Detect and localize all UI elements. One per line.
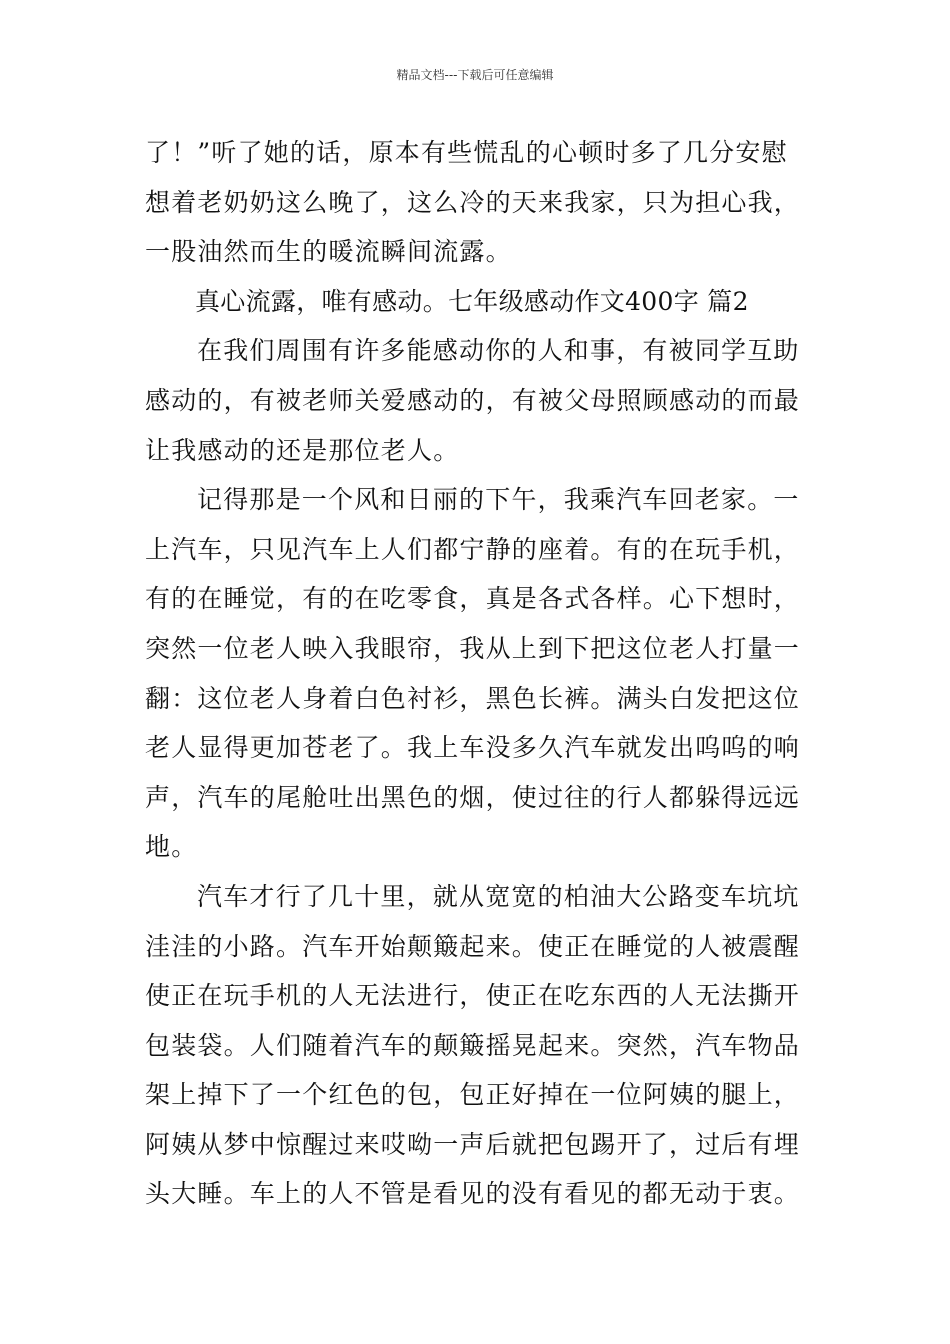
text-line: 记得那是一个风和日丽的下午，我乘汽车回老家。一 bbox=[197, 485, 800, 515]
text-line: 感动的，有被老师关爱感动的，有被父母照顾感动的而最 bbox=[145, 385, 801, 415]
text-line: 突然一位老人映入我眼帘，我从上到下把这位老人打量一 bbox=[145, 633, 801, 663]
text-line: 使正在玩手机的人无法进行，使正在吃东西的人无法撕开 bbox=[145, 981, 801, 1011]
document-body bbox=[145, 128, 810, 1219]
text-line: 老人显得更加苍老了。我上车没多久汽车就发出呜呜的响 bbox=[145, 733, 801, 763]
text-line: 翻：这位老人身着白色衬衫，黑色长裤。满头白发把这位 bbox=[145, 683, 801, 713]
text-line: 上汽车，只见汽车上人们都宁静的座着。有的在玩手机， bbox=[145, 534, 801, 564]
text-line: 头大睡。车上的人不管是看见的没有看见的都无动于衷。 bbox=[145, 1179, 801, 1209]
text-line: 想着老奶奶这么晚了，这么冷的天来我家，只为担心我， bbox=[145, 187, 801, 217]
text-line: 声，汽车的尾舱吐出黑色的烟，使过往的行人都躲得远远 bbox=[145, 782, 801, 812]
text-line: 一股油然而生的暖流瞬间流露。 bbox=[145, 237, 512, 267]
text-line: 包装袋。人们随着汽车的颠簸摇晃起来。突然，汽车物品 bbox=[145, 1030, 801, 1060]
text-line: 阿姨从梦中惊醒过来哎呦一声后就把包踢开了，过后有埋 bbox=[145, 1129, 801, 1159]
text-line: 有的在睡觉，有的在吃零食，真是各式各样。心下想时， bbox=[145, 584, 801, 614]
text-line: 让我感动的还是那位老人。 bbox=[145, 435, 460, 465]
text-line: 汽车才行了几十里，就从宽宽的柏油大公路变车坑坑 bbox=[197, 881, 800, 911]
page-header: 精品文档---下载后可任意编辑 bbox=[396, 68, 554, 82]
text-line: 架上掉下了一个红色的包，包正好掉在一位阿姨的腿上， bbox=[145, 1080, 801, 1110]
text-line: 地。 bbox=[145, 832, 198, 862]
text-line: 在我们周围有许多能感动你的人和事，有被同学互助 bbox=[197, 336, 800, 366]
text-line: 洼洼的小路。汽车开始颠簸起来。使正在睡觉的人被震醒 bbox=[145, 931, 801, 961]
section-heading: 真心流露，唯有感动。七年级感动作文400字 篇2 bbox=[195, 286, 749, 316]
text-line: 了！”听了她的话，原本有些慌乱的心顿时多了几分安慰 bbox=[145, 138, 788, 167]
